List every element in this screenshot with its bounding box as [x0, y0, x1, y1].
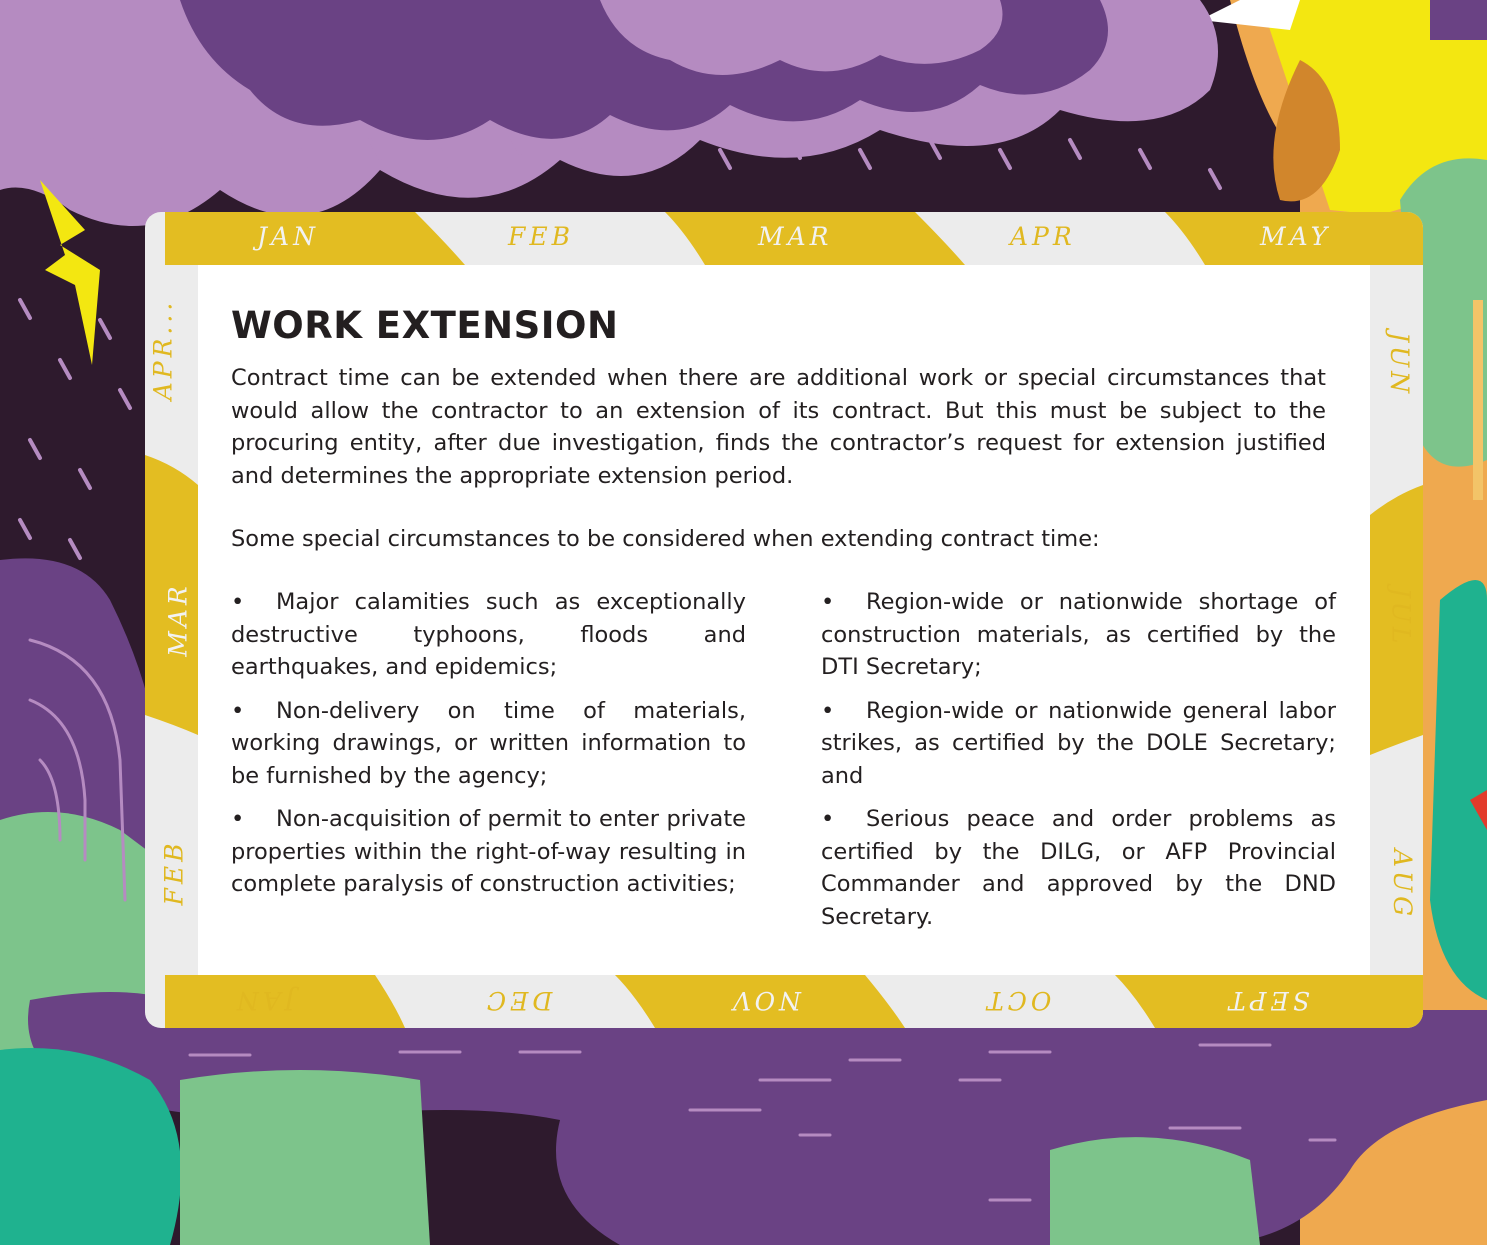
page-title: WORK EXTENSION — [231, 304, 619, 347]
list-item: • Major calamities such as exceptionally destructive typhoons, floods and earthquakes, and epidemics; — [231, 586, 746, 684]
month-label-left-3: FEB — [159, 839, 189, 906]
lead-paragraph: Some special circumstances to be considered when extending contract time: — [231, 526, 1100, 552]
right-list — [821, 586, 1336, 944]
month-label-top-3: MAR — [758, 222, 833, 251]
month-label-right-2: JUL — [1386, 587, 1416, 648]
left-list — [231, 586, 746, 912]
month-label-top-5: MAY — [1260, 222, 1332, 251]
list-item: • Region-wide or nationwide general labor strikes, as certified by the DOLE Secretary; and — [821, 695, 1336, 793]
bullet: • — [821, 806, 835, 832]
bullet: • — [821, 697, 835, 724]
list-item: • Non-delivery on time of materials, working drawings, or written information to be furnished by the agency; — [231, 695, 746, 793]
month-label-bottom-3: NOV — [729, 986, 801, 1015]
bullet: • — [231, 697, 245, 724]
list-item: • Serious peace and order problems as certified by the DILG, or AFP Provincial Commander and approved by the DND Secretary. — [821, 803, 1336, 933]
bullet: • — [231, 806, 245, 832]
bullet: • — [821, 589, 835, 615]
month-label-right-3: AUG — [1388, 848, 1418, 921]
list-item: • Non-acquisition of permit to enter private properties within the right-of-way resulting in complete paralysis of construction activities; — [231, 803, 746, 901]
month-label-left-2: MAR — [163, 582, 193, 657]
intro-paragraph: Contract time can be extended when there are additional work or special circumstances that would allow the contractor to an extension of its contract. But this must be subject to the procuring entity, after due investigation, finds the contractor’s request for extension justified and determines the appropriate extension period. — [231, 365, 1326, 489]
month-label-bottom-2: DEC — [483, 986, 553, 1015]
month-label-bottom-5: SEPT — [1225, 986, 1310, 1015]
month-label-bottom-4: OCT — [983, 986, 1052, 1015]
calendar-card — [145, 212, 1423, 1028]
month-label-top-4: APR — [1010, 222, 1076, 251]
month-label-bottom-1: JAN — [233, 986, 295, 1015]
list-item: • Region-wide or nationwide shortage of construction materials, as certified by the DTI Secretary; — [821, 586, 1336, 684]
bullet: • — [231, 589, 245, 615]
month-label-left-1: APR... — [148, 298, 178, 401]
month-label-top-2: FEB — [508, 222, 574, 251]
month-label-top-1: JAN — [257, 222, 319, 251]
month-label-right-1: JUN — [1384, 332, 1414, 397]
